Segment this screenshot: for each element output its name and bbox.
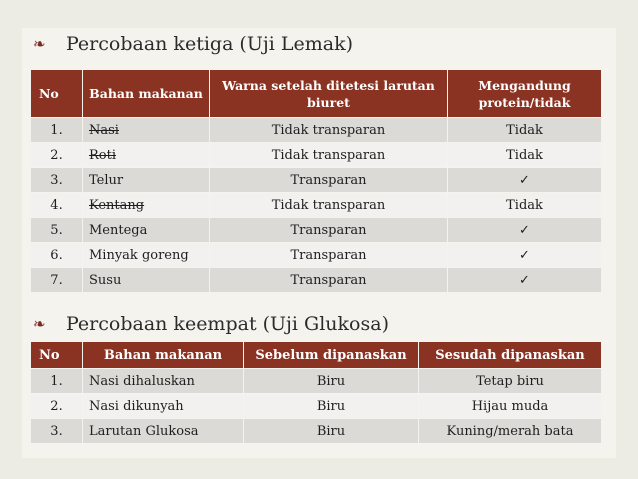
table-row [31, 419, 602, 444]
cell-no: 3. [31, 419, 83, 444]
cell-no: 4. [31, 193, 83, 218]
col-header-protein: Mengandung protein/tidak [448, 70, 602, 118]
cell-no: 5. [31, 218, 83, 243]
cell-bahan: Mentega [83, 218, 210, 243]
cell-bahan: Roti [83, 143, 210, 168]
cell-sesudah: Kuning/merah bata [419, 419, 602, 444]
fleuron-bullet-icon: ❧ [33, 35, 43, 53]
cell-protein: ✓ [448, 268, 602, 293]
cell-warna: Tidak transparan [210, 193, 448, 218]
cell-sebelum: Biru [244, 369, 419, 394]
table-uji-glukosa [30, 341, 602, 444]
section-title: Percobaan keempat (Uji Glukosa) [66, 313, 389, 335]
cell-protein: ✓ [448, 168, 602, 193]
cell-sebelum: Biru [244, 394, 419, 419]
table-row [31, 168, 602, 193]
col-header-sebelum: Sebelum dipanaskan [244, 342, 419, 369]
table-row [31, 193, 602, 218]
table-row [31, 243, 602, 268]
cell-bahan: Nasi dihaluskan [83, 369, 244, 394]
cell-warna: Transparan [210, 218, 448, 243]
table-row [31, 143, 602, 168]
col-header-sesudah: Sesudah dipanaskan [419, 342, 602, 369]
table-uji-lemak [30, 69, 602, 293]
table-row [31, 369, 602, 394]
section-title: Percobaan ketiga (Uji Lemak) [66, 33, 353, 55]
table-row [31, 394, 602, 419]
cell-protein: Tidak [448, 193, 602, 218]
cell-sebelum: Biru [244, 419, 419, 444]
col-header-bahan: Bahan makanan [83, 342, 244, 369]
cell-protein: ✓ [448, 218, 602, 243]
cell-no: 2. [31, 143, 83, 168]
cell-no: 3. [31, 168, 83, 193]
table-row [31, 218, 602, 243]
col-header-no: No [31, 70, 83, 118]
cell-protein: Tidak [448, 143, 602, 168]
col-header-bahan: Bahan makanan [83, 70, 210, 118]
cell-no: 6. [31, 243, 83, 268]
cell-protein: ✓ [448, 243, 602, 268]
cell-warna: Tidak transparan [210, 118, 448, 143]
cell-bahan: Nasi [83, 118, 210, 143]
table-row [31, 118, 602, 143]
cell-sesudah: Tetap biru [419, 369, 602, 394]
cell-warna: Transparan [210, 168, 448, 193]
cell-warna: Tidak transparan [210, 143, 448, 168]
cell-sesudah: Hijau muda [419, 394, 602, 419]
section-heading-glukosa [33, 313, 389, 335]
cell-bahan: Larutan Glukosa [83, 419, 244, 444]
col-header-warna: Warna setelah ditetesi larutan biuret [210, 70, 448, 118]
cell-bahan: Telur [83, 168, 210, 193]
cell-no: 1. [31, 118, 83, 143]
cell-warna: Transparan [210, 268, 448, 293]
cell-bahan: Susu [83, 268, 210, 293]
cell-no: 2. [31, 394, 83, 419]
cell-bahan: Nasi dikunyah [83, 394, 244, 419]
fleuron-bullet-icon: ❧ [33, 315, 43, 333]
table-row [31, 268, 602, 293]
cell-protein: Tidak [448, 118, 602, 143]
col-header-no: No [31, 342, 83, 369]
cell-bahan: Kentang [83, 193, 210, 218]
cell-no: 7. [31, 268, 83, 293]
cell-warna: Transparan [210, 243, 448, 268]
cell-no: 1. [31, 369, 83, 394]
cell-bahan: Minyak goreng [83, 243, 210, 268]
section-heading-lemak [33, 33, 353, 55]
